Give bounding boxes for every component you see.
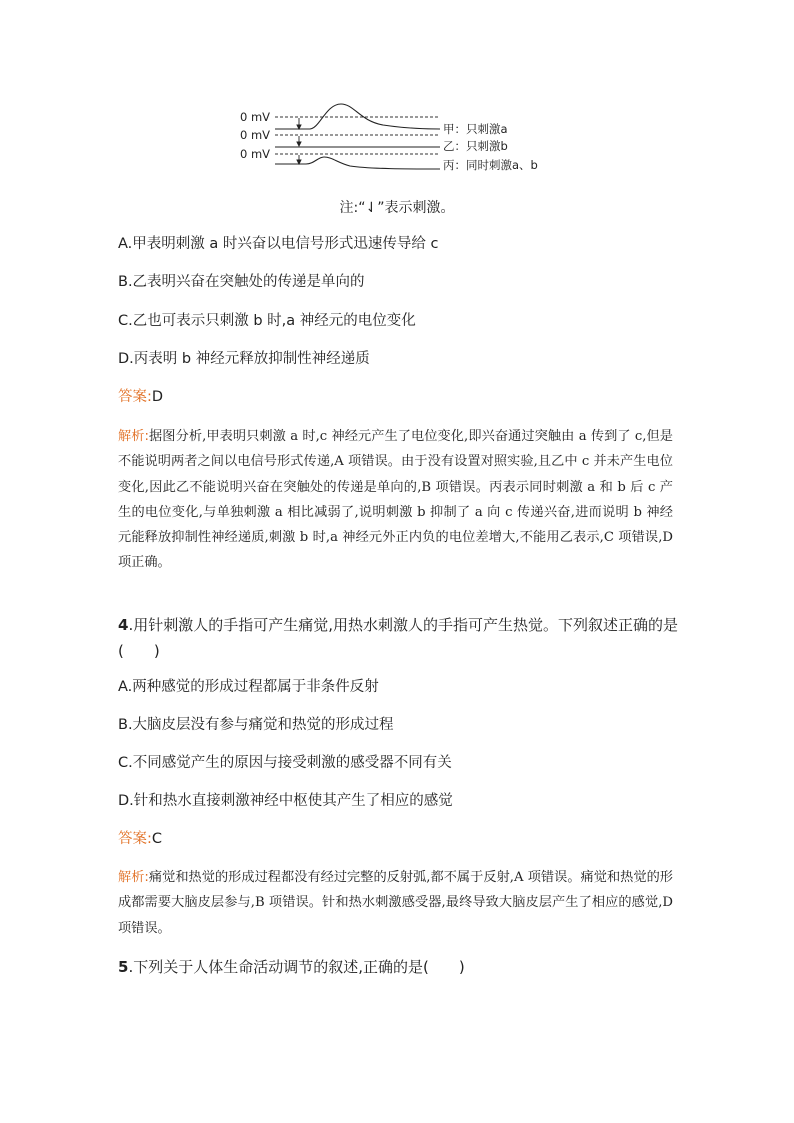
trace-label-yi: 乙：只刺激b bbox=[443, 139, 508, 153]
q3-answer-label: 答案: bbox=[118, 389, 152, 405]
q4-option-b: B.大脑皮层没有参与痛觉和热觉的形成过程 bbox=[118, 717, 394, 733]
q4-explanation-label: 解析: bbox=[118, 870, 149, 885]
q4-stem bbox=[118, 612, 678, 664]
zero-label-1: 0 mV bbox=[240, 110, 271, 124]
stimulus-arrow-icon-2 bbox=[297, 136, 301, 146]
q3-answer-value: D bbox=[151, 389, 164, 405]
q5-stem bbox=[118, 954, 678, 980]
zero-label-3: 0 mV bbox=[240, 147, 271, 161]
q3-option-c: C.乙也可表示只刺激 b 时,a 神经元的电位变化 bbox=[118, 313, 416, 329]
q4-number: 4 bbox=[118, 616, 129, 634]
q3-option-b: B.乙表明兴奋在突触处的传递是单向的 bbox=[118, 274, 365, 290]
trace-label-jia: 甲：只刺激a bbox=[443, 122, 508, 136]
q4-explanation bbox=[118, 865, 673, 941]
q4-option-d: D.针和热水直接刺激神经中枢使其产生了相应的感觉 bbox=[118, 793, 453, 809]
q4-option-a: A.两种感觉的形成过程都属于非条件反射 bbox=[118, 679, 379, 695]
q3-option-a: A.甲表明刺激 a 时兴奋以电信号形式迅速传导给 c bbox=[118, 236, 439, 252]
q5-number: 5 bbox=[118, 958, 129, 976]
zero-label-2: 0 mV bbox=[240, 128, 271, 142]
stimulus-arrow-icon-3 bbox=[297, 155, 301, 164]
q3-explanation bbox=[118, 424, 673, 576]
q4-answer-value: C bbox=[151, 831, 163, 847]
figure-note: 注:“⇃”表示刺激。 bbox=[339, 200, 455, 216]
potential-traces-svg bbox=[238, 101, 568, 177]
trace-label-bing: 丙：同时刺激a、b bbox=[443, 158, 538, 172]
q5-stem-text: .下列关于人体生命活动调节的叙述,正确的是( ) bbox=[128, 958, 465, 976]
q4-answer bbox=[118, 829, 162, 849]
q3-answer bbox=[118, 387, 163, 407]
q4-stem-text: .用针刺激人的手指可产生痛觉,用热水刺激人的手指可产生热觉。下列叙述正确的是( ) bbox=[118, 616, 678, 660]
q3-option-d: D.丙表明 b 神经元释放抑制性神经递质 bbox=[118, 351, 370, 367]
potential-figure bbox=[238, 101, 568, 177]
q4-option-c: C.不同感觉产生的原因与接受刺激的感受器不同有关 bbox=[118, 755, 452, 771]
q3-explanation-text: 据图分析,甲表明只刺激 a 时,c 神经元产生了电位变化,即兴奋通过突触由 a 传到了 c,但是不能说明两者之间以电信号形式传递,A 项错误。由于没有设置对照实验,且乙中 c 并未产生电位变化,因此乙不能说明兴奋在突触处的传递是单向的,B 项错误。丙表示同时刺激 a 和 b 后 c 产生的电位变化,与单独刺激 a 相比减弱了,说明刺激 b 抑制了 a 向 c 传递兴奋,进而说明 b 神经元能释放抑制性神经递质,刺激 b 时,a 神经元外正内负的电位差增大,不能用乙表示,C 项错误,D 项正确。 bbox=[118, 429, 673, 571]
q3-explanation-label: 解析: bbox=[118, 429, 149, 444]
stimulus-arrow-icon-1 bbox=[297, 118, 301, 129]
q4-explanation-text: 痛觉和热觉的形成过程都没有经过完整的反射弧,都不属于反射,A 项错误。痛觉和热觉的形成都需要大脑皮层参与,B 项错误。针和热水刺激感受器,最终导致大脑皮层产生了相应的感觉,D 项错误。 bbox=[118, 870, 673, 936]
q4-answer-label: 答案: bbox=[118, 831, 152, 847]
